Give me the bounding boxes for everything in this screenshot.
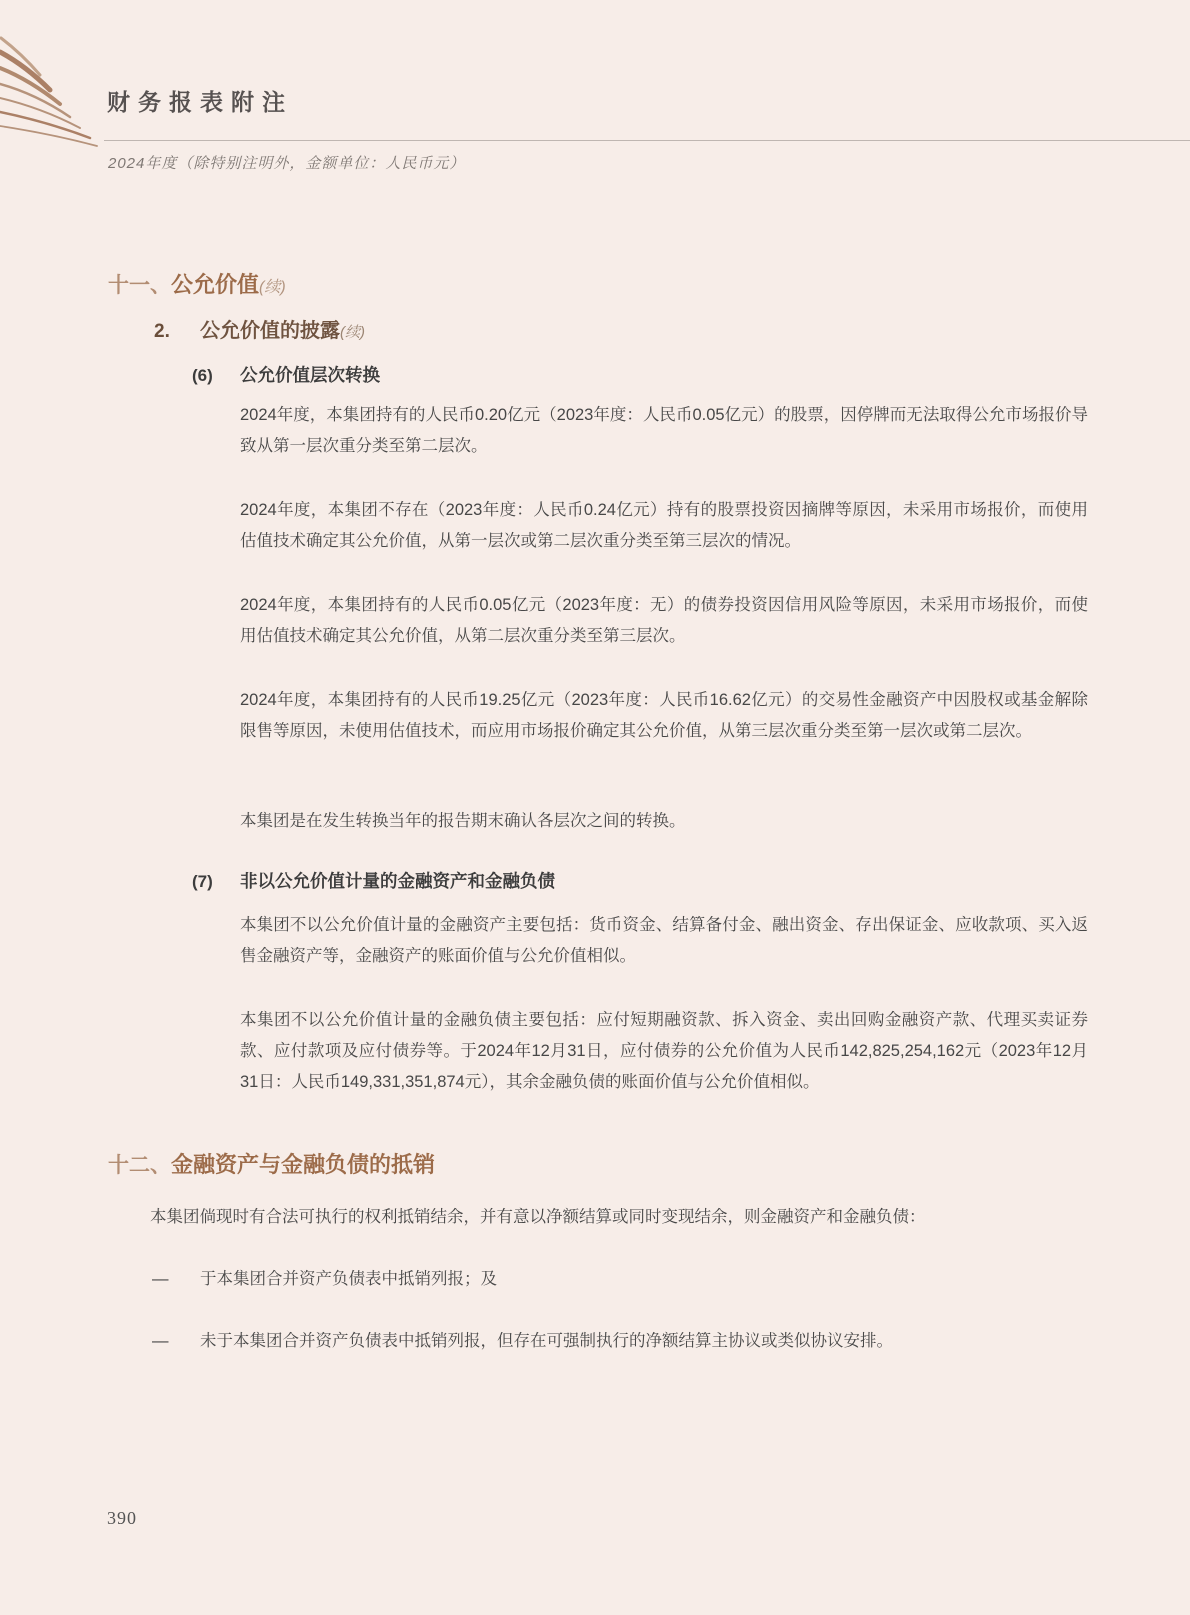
item-6-title: 公允价值层次转换 (240, 365, 380, 385)
paragraph-level-transfer-1: 2024年度，本集团持有的人民币0.20亿元（2023年度：人民币0.05亿元）的股票，因停牌而无法取得公允市场报价导致从第一层次重分类至第二层次。 (240, 406, 1088, 455)
subsection-2-title: 公允价值的披露 (200, 320, 340, 342)
paragraph-offsetting-intro: 本集团倘现时有合法可执行的权利抵销结余，并有意以净额结算或同时变现结余，则金融资产和金融负债： (150, 1208, 926, 1226)
section-12-title: 金融资产与金融负债的抵销 (171, 1152, 436, 1177)
item-7-heading (192, 868, 555, 893)
paragraph-level-transfer-4: 2024年度，本集团持有的人民币19.25亿元（2023年度：人民币16.62亿元）的交易性金融资产中因股权或基金解除限售等原因，未使用估值技术，而应用市场报价确定其公允价值，从第三层次重分类至第一层次或第二层次。 (240, 691, 1088, 740)
corner-swoosh-decoration (0, 30, 110, 160)
item-7-number: (7) (192, 872, 213, 891)
subsection-2-number: 2. (154, 321, 170, 342)
item-6-number: (6) (192, 366, 213, 385)
subsection-2-continued-mark: (续) (340, 324, 365, 341)
page-title: 财务报表附注 (107, 90, 293, 115)
section-12-heading (108, 1148, 435, 1179)
page-subtitle: 2024年度（除特别注明外，金额单位：人民币元） (108, 155, 466, 172)
page-number: 390 (107, 1508, 137, 1528)
subsection-2-heading (154, 314, 365, 343)
section-11-title: 公允价值 (171, 272, 260, 297)
bullet-2-text: 未于本集团合并资产负债表中抵销列报，但存在可强制执行的净额结算主协议或类似协议安排。 (200, 1332, 893, 1350)
section-11-number: 十一、 (108, 274, 171, 297)
offsetting-bullet-2 (152, 1326, 1092, 1357)
dash-bullet-marker: — (152, 1332, 169, 1350)
offsetting-bullet-1 (152, 1264, 1092, 1295)
paragraph-financial-liabilities: 本集团不以公允价值计量的金融负债主要包括：应付短期融资款、拆入资金、卖出回购金融资产款、代理买卖证券款、应付款项及应付债券等。于2024年12月31日，应付债券的公允价值为人民币142,825,254,162元（2023年12月31日：人民币149,331,351,874元），其余金融负债的账面价值与公允价值相似。 (240, 1011, 1088, 1091)
item-6-heading (192, 362, 380, 387)
section-12-number: 十二、 (108, 1154, 171, 1177)
paragraph-level-transfer-3: 2024年度，本集团持有的人民币0.05亿元（2023年度：无）的债券投资因信用风险等原因，未采用市场报价，而使用估值技术确定其公允价值，从第二层次重分类至第三层次。 (240, 596, 1088, 645)
paragraph-financial-assets: 本集团不以公允价值计量的金融资产主要包括：货币资金、结算备付金、融出资金、存出保证金、应收款项、买入返售金融资产等，金融资产的账面价值与公允价值相似。 (240, 916, 1088, 965)
paragraph-level-transfer-2: 2024年度，本集团不存在（2023年度：人民币0.24亿元）持有的股票投资因摘牌等原因，未采用市场报价，而使用估值技术确定其公允价值，从第一层次或第二层次重分类至第三层次的情况。 (240, 501, 1088, 550)
item-7-title: 非以公允价值计量的金融资产和金融负债 (240, 871, 555, 891)
paragraph-transfer-recognition: 本集团是在发生转换当年的报告期末确认各层次之间的转换。 (240, 812, 686, 830)
section-11-heading (108, 268, 286, 299)
section-11-continued-mark: (续) (259, 279, 286, 296)
dash-bullet-marker: — (152, 1270, 169, 1288)
header-divider (104, 140, 1190, 141)
bullet-1-text: 于本集团合并资产负债表中抵销列报；及 (200, 1270, 497, 1288)
